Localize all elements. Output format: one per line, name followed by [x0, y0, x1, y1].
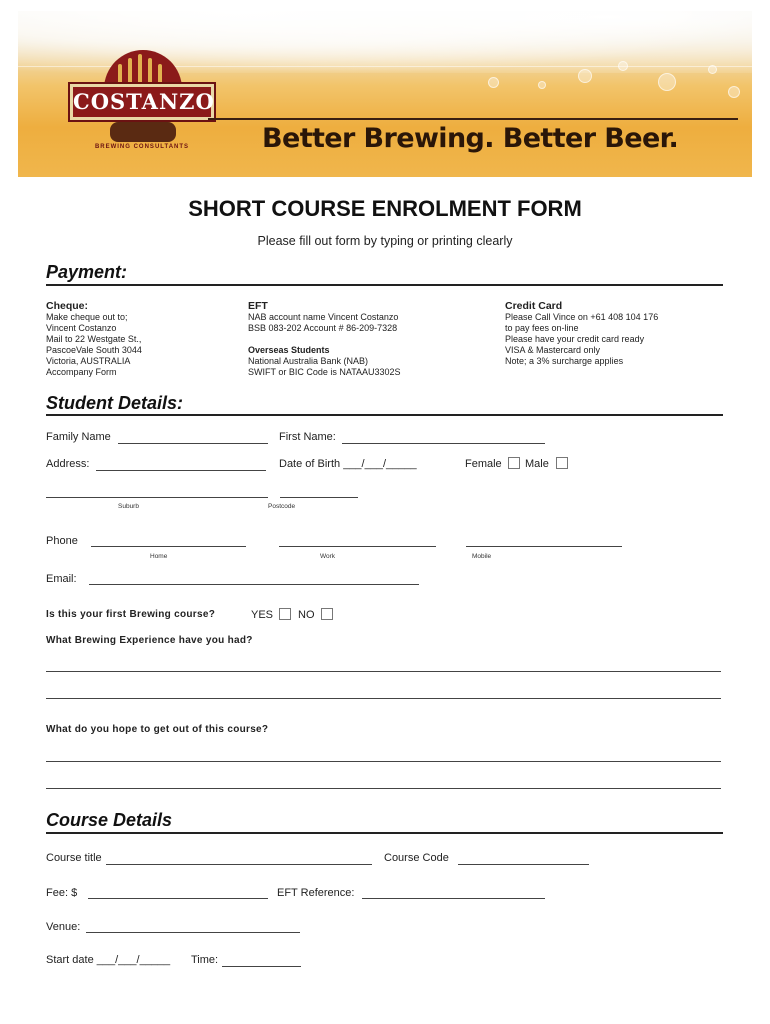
email-label: Email:: [46, 573, 77, 585]
fee-field[interactable]: [88, 898, 268, 899]
bubble: [728, 86, 740, 98]
family-name-field[interactable]: [118, 443, 268, 444]
bubble: [618, 61, 628, 71]
course-title-label: Course title: [46, 852, 102, 864]
overseas-line: National Australia Bank (NAB): [248, 356, 369, 366]
wheat-icon: [118, 64, 122, 86]
payment-rule: [46, 284, 723, 286]
yes-label: YES: [251, 609, 274, 621]
wheat-icon: [138, 54, 142, 86]
family-name-label: Family Name: [46, 431, 111, 443]
logo-wordmark: COSTANZO: [73, 89, 215, 114]
phone-label: Phone: [46, 535, 78, 547]
cheque-line: Vincent Costanzo: [46, 323, 117, 333]
credit-line: to pay fees on-line: [505, 323, 579, 333]
overseas-title: Overseas Students: [248, 345, 330, 355]
experience-line-1[interactable]: [46, 671, 721, 672]
cheque-line: Make cheque out to;: [46, 312, 128, 322]
cheque-line: Victoria, AUSTRALIA: [46, 356, 131, 366]
yes-checkbox[interactable]: [279, 608, 291, 620]
phone-home-field[interactable]: [91, 546, 246, 547]
payment-heading: Payment:: [46, 262, 128, 282]
eft-block: [248, 301, 401, 378]
cheque-line: Mail to 22 Westgate St.,: [46, 334, 142, 344]
postcode-field[interactable]: [280, 497, 358, 498]
hope-question: What do you hope to get out of this course?: [46, 724, 269, 735]
suburb-caption: Suburb: [118, 503, 139, 510]
wheat-icon: [128, 58, 132, 86]
postcode-caption: Postcode: [268, 503, 296, 510]
address-label: Address:: [46, 458, 90, 470]
first-name-label: First Name:: [279, 431, 336, 443]
eft-line: NAB account name Vincent Costanzo: [248, 312, 399, 322]
experience-question: What Brewing Experience have you had?: [46, 635, 253, 646]
venue-field[interactable]: [86, 932, 300, 933]
cheque-line: Accompany Form: [46, 367, 117, 377]
cheque-line: PascoeVale South 3044: [46, 345, 142, 355]
credit-line: VISA & Mastercard only: [505, 345, 601, 355]
student-heading: Student Details:: [46, 393, 184, 413]
work-caption: Work: [320, 553, 336, 560]
male-checkbox[interactable]: [556, 457, 568, 469]
overseas-line: SWIFT or BIC Code is NATAAU3302S: [248, 367, 401, 377]
student-rule: [46, 414, 723, 416]
credit-line: Please have your credit card ready: [505, 334, 645, 344]
bubble: [658, 73, 676, 91]
eft-line: BSB 083-202 Account # 86-209-7328: [248, 323, 398, 333]
form-title: SHORT COURSE ENROLMENT FORM: [188, 196, 582, 221]
mobile-caption: Mobile: [472, 553, 492, 560]
dob-field[interactable]: Date of Birth ___/___/_____: [279, 458, 417, 470]
hope-line-1[interactable]: [46, 761, 721, 762]
course-code-label: Course Code: [384, 852, 449, 864]
eft-reference-label: EFT Reference:: [277, 887, 355, 899]
course-heading: Course Details: [46, 810, 173, 830]
credit-block: [505, 301, 658, 367]
address-field[interactable]: [96, 470, 266, 471]
female-checkbox[interactable]: [508, 457, 520, 469]
suburb-field[interactable]: [46, 497, 268, 498]
logo-subtext: BREWING CONSULTANTS: [94, 144, 190, 150]
form-subtitle: Please fill out form by typing or printing clearly: [257, 234, 513, 248]
phone-mobile-field[interactable]: [466, 546, 622, 547]
cheque-title: Cheque:: [46, 300, 88, 312]
experience-line-2[interactable]: [46, 698, 721, 699]
course-rule: [46, 832, 723, 834]
cheque-block: [46, 301, 142, 378]
logo-wordmark-box: [70, 84, 214, 120]
venue-label: Venue:: [46, 921, 81, 933]
bubble: [708, 65, 717, 74]
eft-title: EFT: [248, 300, 268, 312]
costanzo-logo: [62, 46, 222, 156]
first-course-question: Is this your first Brewing course?: [46, 609, 216, 620]
barrels-icon: [110, 122, 176, 142]
no-label: NO: [298, 609, 315, 621]
course-title-field[interactable]: [106, 864, 372, 865]
bubble: [578, 69, 592, 83]
wheat-icon: [148, 58, 152, 86]
no-checkbox[interactable]: [321, 608, 333, 620]
first-name-field[interactable]: [342, 443, 545, 444]
home-caption: Home: [150, 553, 168, 560]
hope-line-2[interactable]: [46, 788, 721, 789]
male-label: Male: [525, 458, 549, 470]
bubble: [538, 81, 546, 89]
credit-line: Please Call Vince on +61 408 104 176: [505, 312, 659, 322]
female-label: Female: [465, 458, 502, 470]
start-date-field[interactable]: Start date ___/___/_____: [46, 954, 171, 966]
time-field[interactable]: [222, 966, 301, 967]
course-code-field[interactable]: [458, 864, 589, 865]
bubble: [488, 77, 499, 88]
tagline: Better Brewing. Better Beer.: [262, 123, 679, 154]
eft-reference-field[interactable]: [362, 898, 545, 899]
email-field[interactable]: [89, 584, 419, 585]
credit-title: Credit Card: [505, 300, 563, 312]
header-banner: [18, 11, 752, 177]
fee-label: Fee: $: [46, 887, 78, 899]
wheat-icon: [158, 64, 162, 86]
tagline-rule: [208, 118, 738, 120]
phone-work-field[interactable]: [279, 546, 436, 547]
credit-line: Note; a 3% surcharge applies: [505, 356, 624, 366]
time-label: Time:: [191, 954, 219, 966]
